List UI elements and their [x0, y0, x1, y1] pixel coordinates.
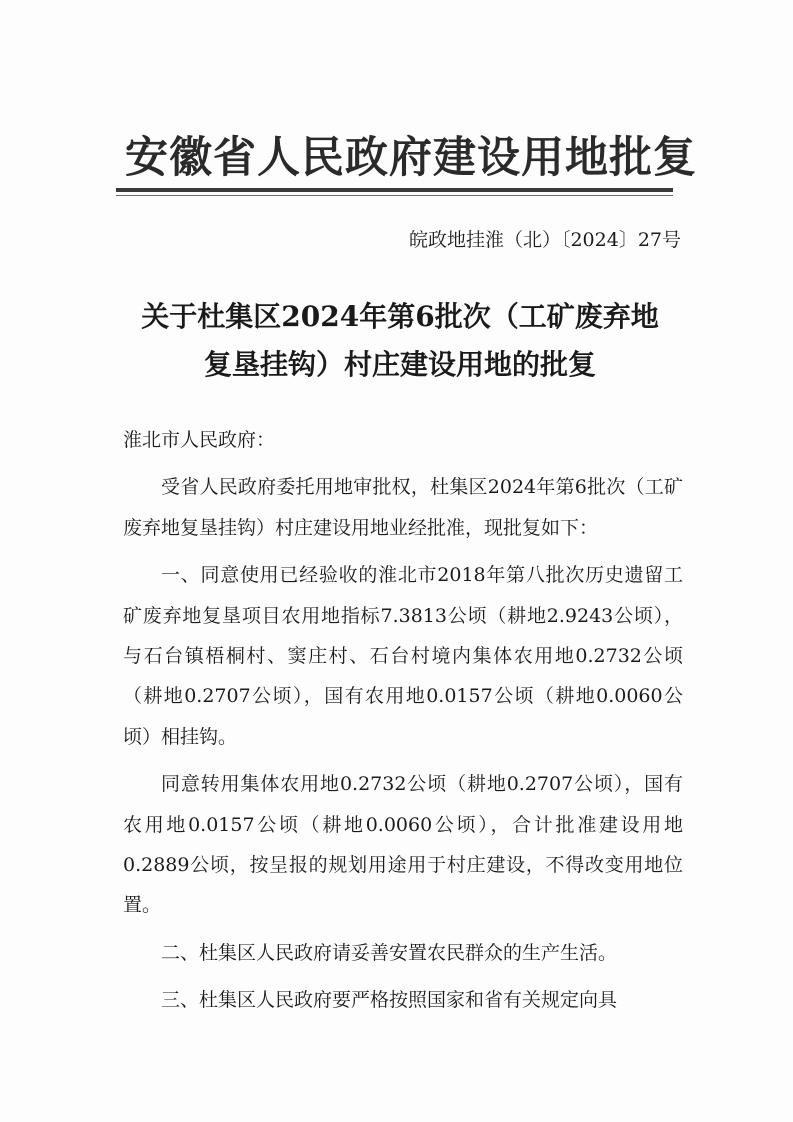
- header-rule: [116, 188, 673, 192]
- paragraph-intro: 受省人民政府委托用地审批权，杜集区2024年第6批次（工矿废弃地复垦挂钩）村庄建设用地业经批准，现批复如下：: [123, 476, 683, 539]
- document-body: [123, 420, 683, 1021]
- paragraph-item-3: 三、杜集区人民政府要严格按照国家和省有关规定向具: [161, 989, 618, 1012]
- paragraph-item-1: 一、同意使用已经验收的淮北市2018年第八批次历史遗留工矿废弃地复垦项目农用地指标7.3813公顷（耕地2.9243公顷），与石台镇梧桐村、窦庄村、石台村境内集体农用地0.2732公顷（耕地0.2707公顷），国有农用地0.0157公顷（耕地0.0060公顷）相挂钩。: [123, 564, 683, 748]
- document-title-line-1: 关于杜集区2024年第6批次（工矿废弃地: [141, 300, 659, 333]
- document-title-line-2: 复垦挂钩）村庄建设用地的批复: [203, 348, 596, 381]
- header-title: 安徽省人民政府建设用地批复: [125, 133, 697, 183]
- header-rule-thin: [116, 195, 673, 196]
- salutation: 淮北市人民政府：: [123, 429, 276, 451]
- document-title: [100, 293, 700, 389]
- paragraph-item-2: 二、杜集区人民政府请妥善安置农民群众的生产生活。: [161, 941, 618, 964]
- document-number: 皖政地挂淮（北）〔2024〕27号: [408, 229, 681, 251]
- paragraph-conversion: 同意转用集体农用地0.2732公顷（耕地0.2707公顷），国有农用地0.0157公顷（耕地0.0060公顷），合计批准建设用地0.2889公顷，按呈报的规划用途用于村庄建设，不得改变用地位置。: [123, 773, 683, 917]
